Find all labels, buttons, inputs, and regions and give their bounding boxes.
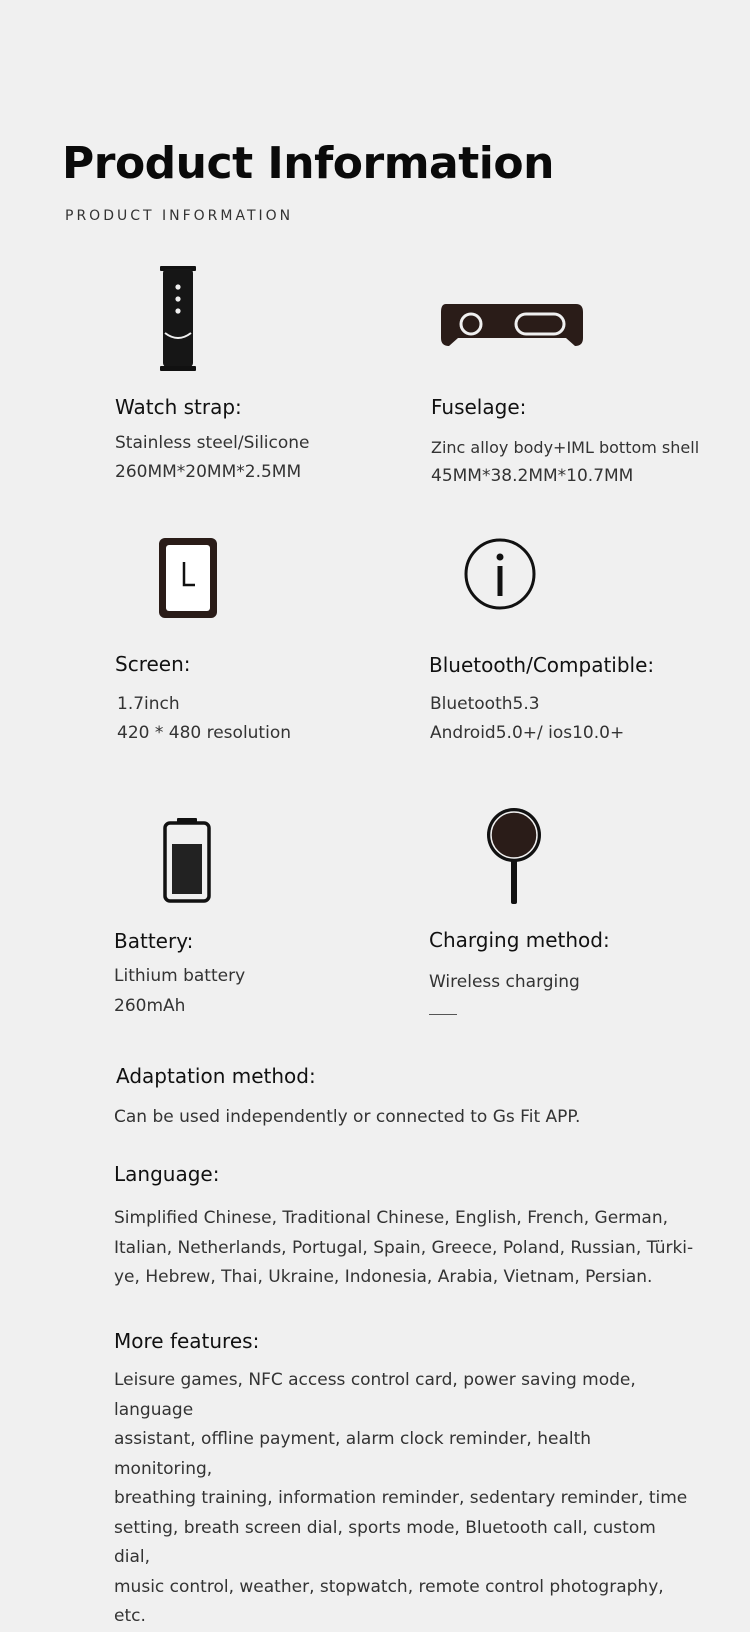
battery-capacity: 260mAh: [114, 996, 186, 1016]
page-subtitle: PRODUCT INFORMATION: [65, 208, 294, 224]
screen-label: Screen:: [115, 652, 191, 676]
feature-line: assistant, offline payment, alarm clock reminder, health monitoring,: [114, 1429, 592, 1479]
charger-icon: [485, 804, 543, 906]
feature-line: setting, breath screen dial, sports mode, Bluetooth call, custom dial,: [114, 1517, 656, 1567]
page-title: Product Information: [62, 138, 554, 189]
charging-type: Wireless charging: [429, 972, 580, 992]
bluetooth-label: Bluetooth/Compatible:: [429, 653, 655, 677]
language-line: Italian, Netherlands, Portugal, Spain, Greece, Poland, Russian, Türki-: [114, 1237, 694, 1258]
language-line: Simplified Chinese, Traditional Chinese, English, French, German,: [114, 1208, 669, 1228]
strap-material: Stainless steel/Silicone: [115, 433, 310, 453]
features-label: More features:: [114, 1329, 260, 1353]
fuselage-size: 45MM*38.2MM*10.7MM: [431, 466, 634, 486]
language-label: Language:: [114, 1162, 220, 1186]
compatibility: Android5.0+/ ios10.0+: [430, 723, 625, 743]
strap-label: Watch strap:: [115, 395, 242, 419]
adaptation-text: Can be used independently or connected to Gs Fit APP.: [114, 1107, 581, 1127]
watch-body-icon: [438, 302, 586, 348]
charging-label: Charging method:: [429, 928, 610, 952]
screen-icon: [157, 536, 219, 620]
watch-strap-icon: [155, 265, 201, 373]
battery-icon: [162, 816, 212, 904]
info-icon: [463, 537, 537, 611]
battery-type: Lithium battery: [114, 966, 246, 986]
battery-label: Battery:: [114, 929, 194, 953]
fuselage-material: Zinc alloy body+IML bottom shell: [431, 438, 700, 457]
features-list: [114, 1366, 694, 1632]
screen-size: 1.7inch: [117, 694, 180, 714]
fuselage-label: Fuselage:: [431, 395, 527, 419]
divider: [429, 1014, 457, 1015]
feature-line: breathing training, information reminder, sedentary reminder, time: [114, 1488, 688, 1508]
language-line: ye, Hebrew, Thai, Ukraine, Indonesia, Arabia, Vietnam, Persian.: [114, 1267, 653, 1287]
language-list: [114, 1204, 694, 1293]
feature-line: music control, weather, stopwatch, remote control photography, etc.: [114, 1576, 664, 1626]
strap-size: 260MM*20MM*2.5MM: [115, 462, 302, 482]
screen-resolution: 420 * 480 resolution: [117, 723, 292, 743]
bluetooth-version: Bluetooth5.3: [430, 694, 540, 714]
feature-line: Leisure games, NFC access control card, power saving mode, language: [114, 1370, 636, 1420]
adaptation-label: Adaptation method:: [116, 1064, 316, 1088]
